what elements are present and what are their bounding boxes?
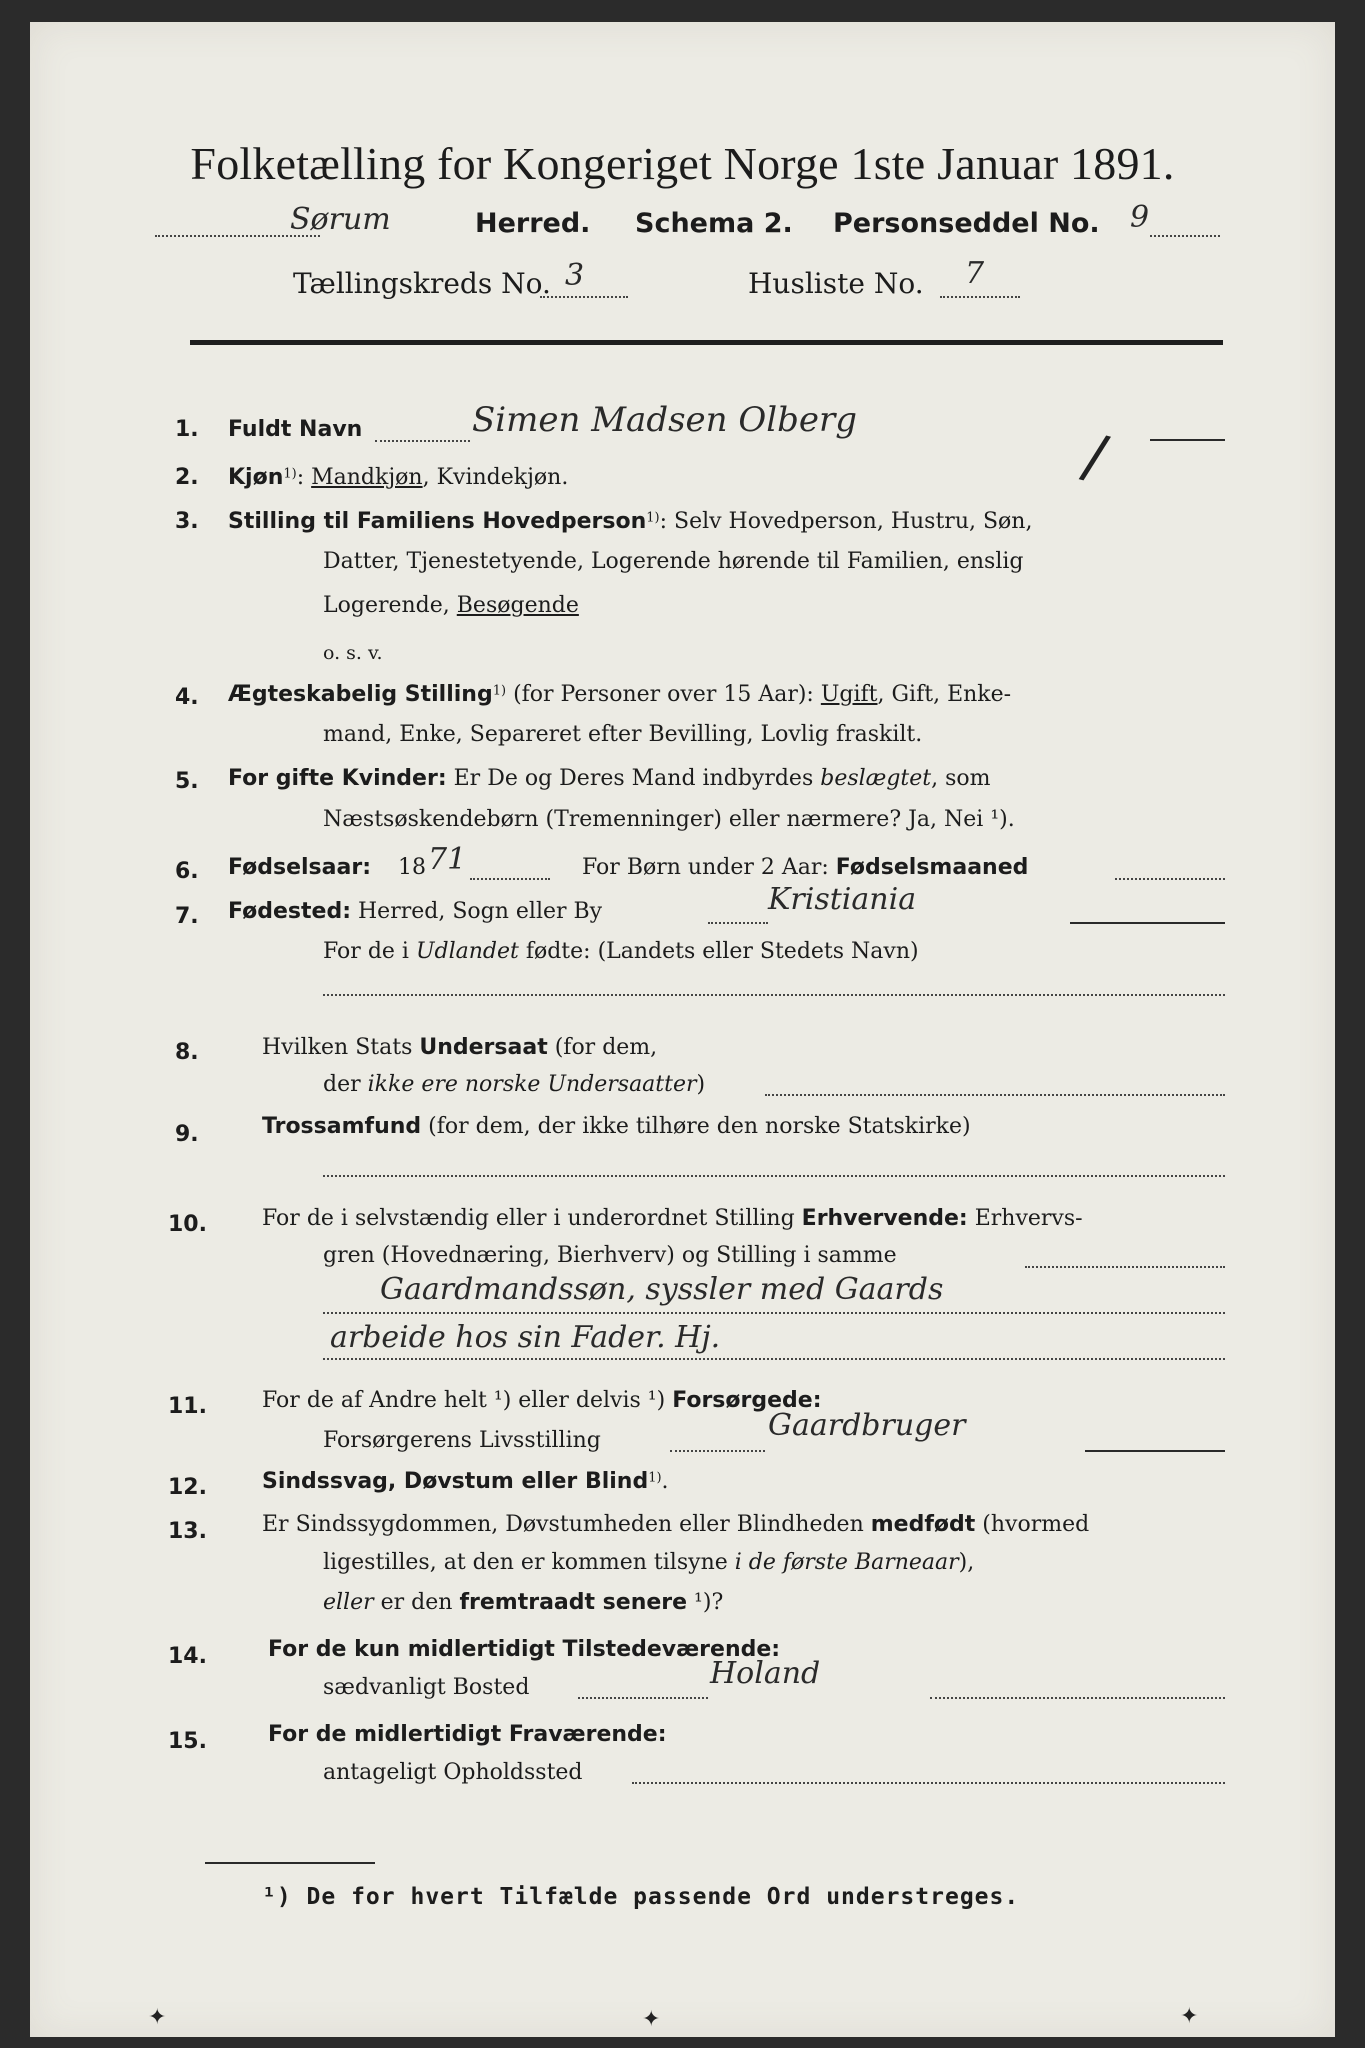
q13-line3-eller: eller xyxy=(323,1590,374,1615)
q6-dots xyxy=(470,878,550,880)
personseddel-label: Personseddel No. xyxy=(833,208,1100,239)
q4-line1 xyxy=(228,682,1011,707)
q2-label: Kjøn xyxy=(228,465,284,490)
personseddel-value: 9 xyxy=(1130,200,1150,235)
q12-label: Sindssvag, Døvstum eller Blind xyxy=(262,1469,649,1494)
q7-label: Fødested: xyxy=(228,899,351,924)
corner-mark-right: ✦ xyxy=(1180,2004,1199,2029)
footnote: ¹) De for hvert Tilfælde passende Ord understreges. xyxy=(262,1884,1020,1910)
q4-opt-ugift: Ugift xyxy=(820,682,878,707)
q3-line2: Datter, Tjenestetyende, Logerende hørende til Familien, enslig xyxy=(323,549,1024,574)
q8-line2-a: der xyxy=(323,1072,368,1097)
q11-line-end xyxy=(1085,1450,1225,1452)
q3-line3-logerende: Logerende, xyxy=(323,593,457,618)
form-title: Folketælling for Kongeriget Norge 1ste Januar 1891. xyxy=(190,138,1175,189)
herred-label: Herred. xyxy=(475,208,591,239)
q13-number: 13. xyxy=(168,1519,207,1544)
q14-label: For de kun midlertidigt Tilstedeværende: xyxy=(268,1637,781,1662)
q13-line1-a: Er Sindssygdommen, Døvstumheden eller Blindheden xyxy=(262,1512,871,1537)
q2-opt-mandkjon: Mandkjøn xyxy=(311,465,423,490)
personseddel-dots xyxy=(1150,235,1220,237)
husliste-value: 7 xyxy=(965,256,985,291)
q8-line1-c: (for dem, xyxy=(547,1035,658,1060)
q5-line1-beslaegtet: beslægtet xyxy=(820,766,932,791)
q7-line1 xyxy=(228,899,602,924)
q8-number: 8. xyxy=(175,1040,199,1065)
footnote-rule xyxy=(205,1862,375,1864)
q14-dots xyxy=(578,1697,708,1699)
q1-dots xyxy=(375,440,470,442)
q3-line4: o. s. v. xyxy=(323,642,383,664)
q10-answer-line2-dots xyxy=(323,1358,1225,1360)
q6-end-dots xyxy=(1115,878,1225,880)
q8-line1-undersaat: Undersaat xyxy=(419,1035,548,1060)
q6-label: Fødselsaar: xyxy=(228,855,371,880)
q8-line2-b: ikke ere norske Undersaatter xyxy=(367,1072,697,1097)
q5-line1 xyxy=(228,766,991,791)
q11-dots xyxy=(670,1450,765,1452)
q6-rest-text: For Børn under 2 Aar: xyxy=(582,855,836,880)
q5-label: For gifte Kvinder: xyxy=(228,766,447,791)
q1-answer: Simen Madsen Olberg xyxy=(472,400,858,440)
husliste-dots xyxy=(940,296,1020,298)
q15-number: 15. xyxy=(168,1729,207,1754)
q6-rest xyxy=(582,855,1028,880)
q7-line2 xyxy=(323,939,919,964)
q13-line2 xyxy=(323,1550,974,1575)
q10-number: 10. xyxy=(168,1212,207,1237)
q7-line2-a: For de i xyxy=(323,939,416,964)
q10-answer-line2: arbeide hos sin Fader. Hj. xyxy=(330,1320,721,1355)
q5-number: 5. xyxy=(175,769,199,794)
q1-line-end xyxy=(1150,439,1225,441)
q4-label: Ægteskabelig Stilling xyxy=(228,682,493,707)
q3-line3 xyxy=(323,593,579,618)
q14-line2: sædvanligt Bosted xyxy=(323,1675,530,1700)
q8-line1 xyxy=(262,1035,657,1060)
q3-line3-besogende: Besøgende xyxy=(456,593,579,618)
q2-sup: 1) xyxy=(283,466,297,482)
q10-answer-line1: Gaardmandssøn, syssler med Gaards xyxy=(380,1272,944,1307)
kreds-label: Tællingskreds No. xyxy=(293,267,551,300)
q10-line1-a: For de i selvstændig eller i underordnet Stilling xyxy=(262,1206,802,1231)
q9-line1 xyxy=(262,1114,971,1139)
q5-line1-a: Er De og Deres Mand indbyrdes xyxy=(446,766,821,791)
kreds-value: 3 xyxy=(565,258,585,293)
q1-number: 1. xyxy=(175,417,199,442)
q7-line1-text: Herred, Sogn eller By xyxy=(351,899,603,924)
q11-line2: Forsørgerens Livsstilling xyxy=(323,1428,601,1453)
q13-line2-b: i de første Barneaar xyxy=(734,1550,959,1575)
q13-line3-fremtraadt: fremtraadt senere xyxy=(459,1590,688,1615)
q5-line1-c: , som xyxy=(931,766,991,791)
q14-number: 14. xyxy=(168,1644,207,1669)
q11-line1 xyxy=(262,1388,822,1413)
q7-line-end xyxy=(1070,922,1225,924)
q4-line1-c: , Gift, Enke- xyxy=(877,682,1012,707)
q7-number: 7. xyxy=(175,904,199,929)
header-rule xyxy=(190,340,1223,345)
q2-rest: : xyxy=(296,465,312,490)
q7-line2-c: fødte: (Landets eller Stedets Navn) xyxy=(518,939,919,964)
q2-number: 2. xyxy=(175,465,199,490)
q10-line1-erhvervende: Erhvervende: xyxy=(801,1206,968,1231)
q8-line2-c: ) xyxy=(696,1072,706,1097)
q4-sup: 1) xyxy=(492,683,507,699)
q11-line1-forsorgede: Forsørgede: xyxy=(672,1388,822,1413)
q10-line1-c: Erhvervs- xyxy=(967,1206,1083,1231)
q2-opt-kvindekjon: , Kvindekjøn. xyxy=(422,465,569,490)
q11-line1-a: For de af Andre helt ¹) eller delvis ¹) xyxy=(262,1388,673,1413)
q8-line1-a: Hvilken Stats xyxy=(262,1035,420,1060)
q12-rest: . xyxy=(661,1469,669,1494)
q6-prefix: 18 xyxy=(398,855,426,880)
q13-line1-c: (hvormed xyxy=(975,1512,1090,1537)
q6-number: 6. xyxy=(175,859,199,884)
corner-mark-center: ✦ xyxy=(642,2007,661,2032)
schema-label: Schema 2. xyxy=(635,208,793,239)
q13-line3 xyxy=(323,1590,723,1615)
q1-label: Fuldt Navn xyxy=(228,417,363,442)
q13-line2-a: ligestilles, at den er kommen tilsyne xyxy=(323,1550,735,1575)
q9-blank-line xyxy=(323,1175,1225,1177)
q3-label: Stilling til Familiens Hovedperson xyxy=(228,509,647,534)
q4-line2: mand, Enke, Separeret efter Bevilling, Lovlig fraskilt. xyxy=(323,722,923,747)
q11-number: 11. xyxy=(168,1394,207,1419)
q3-line1-text: : Selv Hovedperson, Hustru, Søn, xyxy=(659,509,1033,534)
q2-text xyxy=(228,465,568,490)
q7-answer: Kristiania xyxy=(768,882,917,917)
q13-line3-b: er den xyxy=(373,1590,460,1615)
q8-dots xyxy=(765,1094,1225,1096)
q3-line1 xyxy=(228,509,1032,534)
q15-line2: antageligt Opholdssted xyxy=(323,1760,583,1785)
q13-line1 xyxy=(262,1512,1089,1537)
q13-line2-c: ), xyxy=(958,1550,975,1575)
q7-line2-udlandet: Udlandet xyxy=(415,939,519,964)
q14-end-dots xyxy=(930,1697,1225,1699)
q5-line2: Næstsøskendebørn (Tremenninger) eller nærmere? Ja, Nei ¹). xyxy=(323,807,1015,832)
q6-answer: 71 xyxy=(428,842,467,877)
q12-line1 xyxy=(262,1469,669,1494)
handwritten-stroke: / xyxy=(1076,420,1114,494)
q3-sup: 1) xyxy=(646,510,660,526)
q12-number: 12. xyxy=(168,1475,207,1500)
herred-value: Sørum xyxy=(290,202,391,237)
q7-blank-line xyxy=(323,994,1225,996)
q13-line1-medfodt: medfødt xyxy=(870,1512,976,1537)
husliste-label: Husliste No. xyxy=(748,267,924,300)
q8-line2 xyxy=(323,1072,705,1097)
q14-answer: Holand xyxy=(710,1656,821,1691)
q3-number: 3. xyxy=(175,509,199,534)
q12-sup: 1) xyxy=(648,1470,662,1486)
q11-answer: Gaardbruger xyxy=(768,1408,966,1443)
q9-number: 9. xyxy=(175,1122,199,1147)
q10-line2: gren (Hovednæring, Bierhverv) og Stilling i samme xyxy=(323,1243,897,1268)
q6-rest-bold: Fødselsmaaned xyxy=(835,855,1029,880)
q10-line2-dots xyxy=(1025,1266,1225,1268)
q4-line1-a: (for Personer over 15 Aar): xyxy=(506,682,821,707)
q9-line1-text: (for dem, der ikke tilhøre den norske Statskirke) xyxy=(421,1114,971,1139)
kreds-dots xyxy=(540,296,628,298)
census-form-sheet xyxy=(30,22,1335,2037)
q13-line3-d: ¹)? xyxy=(687,1590,724,1615)
q9-label: Trossamfund xyxy=(262,1114,422,1139)
q15-label: For de midlertidigt Fraværende: xyxy=(268,1722,667,1747)
q4-number: 4. xyxy=(175,685,199,710)
q7-dots xyxy=(708,922,768,924)
q10-answer-line1-dots xyxy=(323,1312,1225,1314)
q10-line1 xyxy=(262,1206,1083,1231)
q15-dots xyxy=(632,1782,1225,1784)
corner-mark-left: ✦ xyxy=(148,2005,167,2030)
